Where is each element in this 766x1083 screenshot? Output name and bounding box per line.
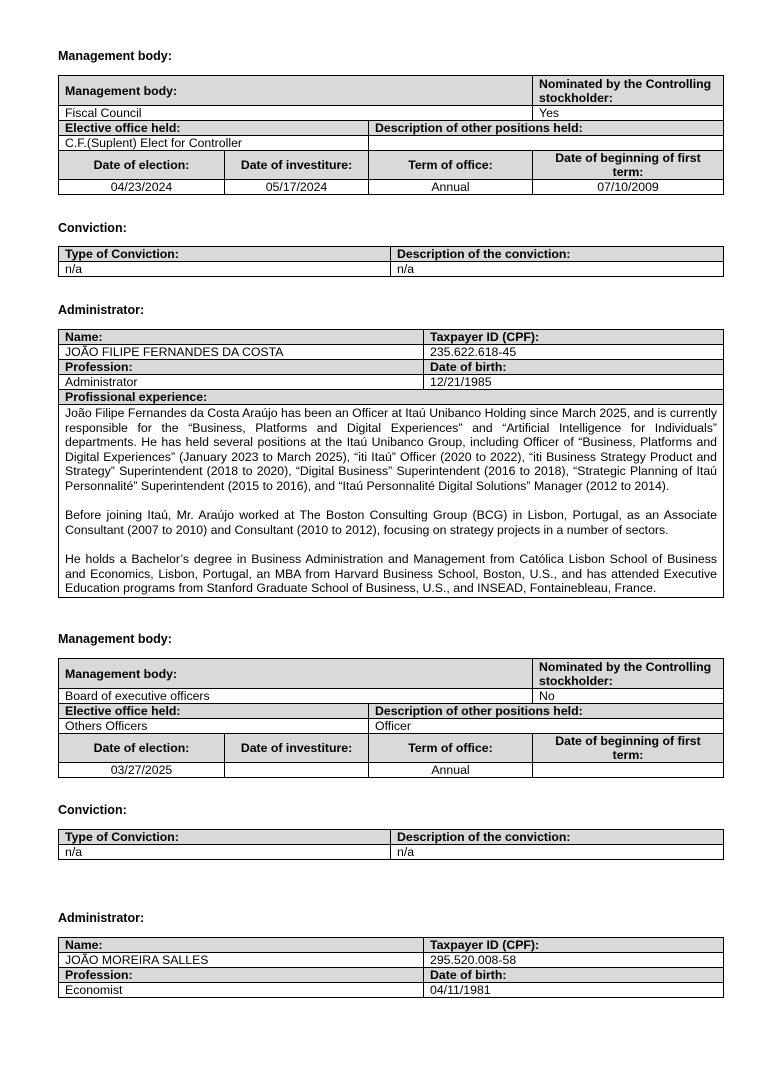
first-term-date-value: 07/10/2009 (533, 180, 724, 195)
conviction-table (58, 829, 724, 860)
cpf-value: 295.520.008-58 (424, 953, 724, 968)
cpf-label: Taxpayer ID (CPF): (424, 330, 724, 345)
management-body-table (58, 75, 724, 195)
other-positions-value: Officer (369, 719, 724, 734)
elective-office-label: Elective office held: (59, 704, 369, 719)
management-body-value: Board of executive officers (59, 689, 533, 704)
name-value: JOÃO MOREIRA SALLES (59, 953, 424, 968)
other-positions-label: Description of other positions held: (369, 121, 724, 136)
nominated-by-label: Nominated by the Controlling stockholder: (533, 659, 724, 689)
profession-label: Profession: (59, 968, 424, 983)
name-label: Name: (59, 330, 424, 345)
section-heading-conviction: Conviction: (58, 221, 127, 235)
conviction-description-value: n/a (391, 845, 724, 860)
date-of-election-label: Date of election: (59, 151, 225, 180)
conviction-description-value: n/a (391, 262, 724, 277)
date-of-investiture-label: Date of investiture: (225, 734, 369, 763)
management-body-label: Management body: (59, 76, 533, 106)
cpf-label: Taxpayer ID (CPF): (424, 938, 724, 953)
date-of-birth-value: 12/21/1985 (424, 375, 724, 390)
elective-office-value: C.F.(Suplent) Elect for Controller (59, 136, 369, 151)
conviction-type-value: n/a (59, 262, 391, 277)
nominated-by-value: Yes (533, 106, 724, 121)
cpf-value: 235.622.618-45 (424, 345, 724, 360)
name-value: JOÃO FILIPE FERNANDES DA COSTA (59, 345, 424, 360)
conviction-type-value: n/a (59, 845, 391, 860)
term-of-office-label: Term of office: (369, 151, 533, 180)
other-positions-value (369, 136, 724, 151)
term-of-office-value: Annual (369, 763, 533, 778)
professional-experience-label: Profissional experience: (59, 390, 724, 405)
elective-office-label: Elective office held: (59, 121, 369, 136)
nominated-by-label: Nominated by the Controlling stockholder: (533, 76, 724, 106)
name-label: Name: (59, 938, 424, 953)
date-of-investiture-label: Date of investiture: (225, 151, 369, 180)
other-positions-label: Description of other positions held: (369, 704, 724, 719)
term-of-office-label: Term of office: (369, 734, 533, 763)
date-of-investiture-value: 05/17/2024 (225, 180, 369, 195)
section-heading-administrator: Administrator: (58, 911, 145, 925)
experience-paragraph: João Filipe Fernandes da Costa Araújo has been an Officer at Itaú Unibanco Holding since March 2025, and is currently responsible for the “Business, Platforms and Digital Experiences” and “Artificial Intelligence for Individuals” departments. He has held several positions at the Itaú Unibanco Group, including Officer of “Business, Platforms and Digital Experiences” (January 2023 to March 2025), “iti Itaú” Officer (2020 to 2022), “iti Business Strategy Product and Strategy” Superintendent (2018 to 2020), “Digital Business” Superintendent (2016 to 2018), “Strategic Planning of Itaú Personnalité” Superintendent (2015 to 2016), and “Itaú Personnalité Digital Solutions” Manager (2012 to 2014). (65, 406, 717, 493)
date-of-election-value: 03/27/2025 (59, 763, 225, 778)
management-body-value: Fiscal Council (59, 106, 533, 121)
first-term-date-value (533, 763, 724, 778)
date-of-election-label: Date of election: (59, 734, 225, 763)
section-heading-management-body: Management body: (58, 49, 172, 63)
date-of-birth-label: Date of birth: (424, 360, 724, 375)
first-term-date-label: Date of beginning of first term: (533, 734, 724, 763)
section-heading-management-body: Management body: (58, 632, 172, 646)
profession-value: Economist (59, 983, 424, 998)
elective-office-value: Others Officers (59, 719, 369, 734)
experience-paragraph: He holds a Bachelor’s degree in Business Administration and Management from Católica Lisbon School of Business and Economics, Lisbon, Portugal, an MBA from Harvard Business School, Boston, U.S., and has attended Executive Education programs from Stanford Graduate School of Business, U.S., and INSEAD, Fontainebleau, France. (65, 551, 717, 596)
date-of-investiture-value (225, 763, 369, 778)
profession-value: Administrator (59, 375, 424, 390)
conviction-description-label: Description of the conviction: (391, 247, 724, 262)
term-of-office-value: Annual (369, 180, 533, 195)
section-heading-conviction: Conviction: (58, 803, 127, 817)
conviction-table (58, 246, 724, 277)
experience-paragraph: Before joining Itaú, Mr. Araújo worked at The Boston Consulting Group (BCG) in Lisbon, Portugal, as an Associate Consultant (2007 to 2010) and Consultant (2010 to 2012), focusing on strategy projects in a number of sectors. (65, 508, 717, 537)
administrator-table (58, 937, 724, 998)
date-of-birth-value: 04/11/1981 (424, 983, 724, 998)
profession-label: Profession: (59, 360, 424, 375)
conviction-description-label: Description of the conviction: (391, 830, 724, 845)
professional-experience-text (59, 405, 724, 598)
first-term-date-label: Date of beginning of first term: (533, 151, 724, 180)
management-body-table (58, 658, 724, 778)
section-heading-administrator: Administrator: (58, 303, 145, 317)
nominated-by-value: No (533, 689, 724, 704)
date-of-election-value: 04/23/2024 (59, 180, 225, 195)
conviction-type-label: Type of Conviction: (59, 247, 391, 262)
conviction-type-label: Type of Conviction: (59, 830, 391, 845)
management-body-label: Management body: (59, 659, 533, 689)
administrator-table (58, 329, 724, 598)
date-of-birth-label: Date of birth: (424, 968, 724, 983)
